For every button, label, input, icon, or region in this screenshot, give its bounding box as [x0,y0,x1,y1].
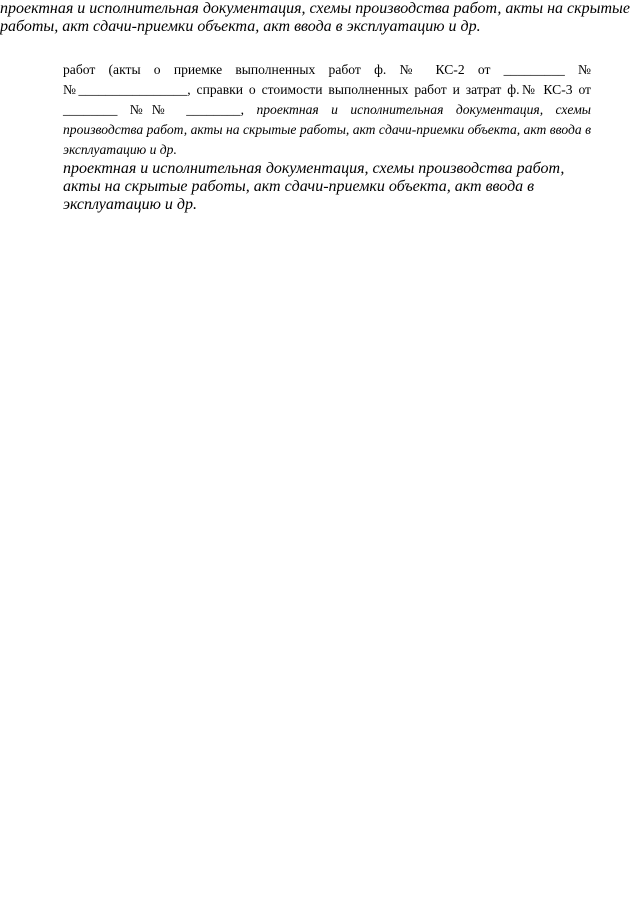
text-acts-list: работ (акты о приемке выполненных работ ф. № КС-2 от _________ №№________________, справки о стоимости выполненных работ и затрат ф.№ КС-3 от ________ №№ ________, [63,62,591,117]
text-documentation-italic: проектная и исполнительная документация, схемы производства работ, акты на скрытые работы, акт сдачи-приемки объекта, акт ввода в эксплуатацию и др. [63,160,565,213]
text-documentation-italic: проектная и исполнительная документация, схемы производства работ, акты на скрытые работы, акт сдачи-приемки объекта, акт ввода в эксплуатацию и др. [0,0,630,35]
document-page [63,60,591,214]
text-documentation-italic: проектная и исполнительная документация, схемы производства работ, акты на скрытые работы, акт сдачи-приемки объекта, акт ввода в эксплуатацию и др. [63,102,591,157]
paragraph-submitted-documents [63,60,591,160]
